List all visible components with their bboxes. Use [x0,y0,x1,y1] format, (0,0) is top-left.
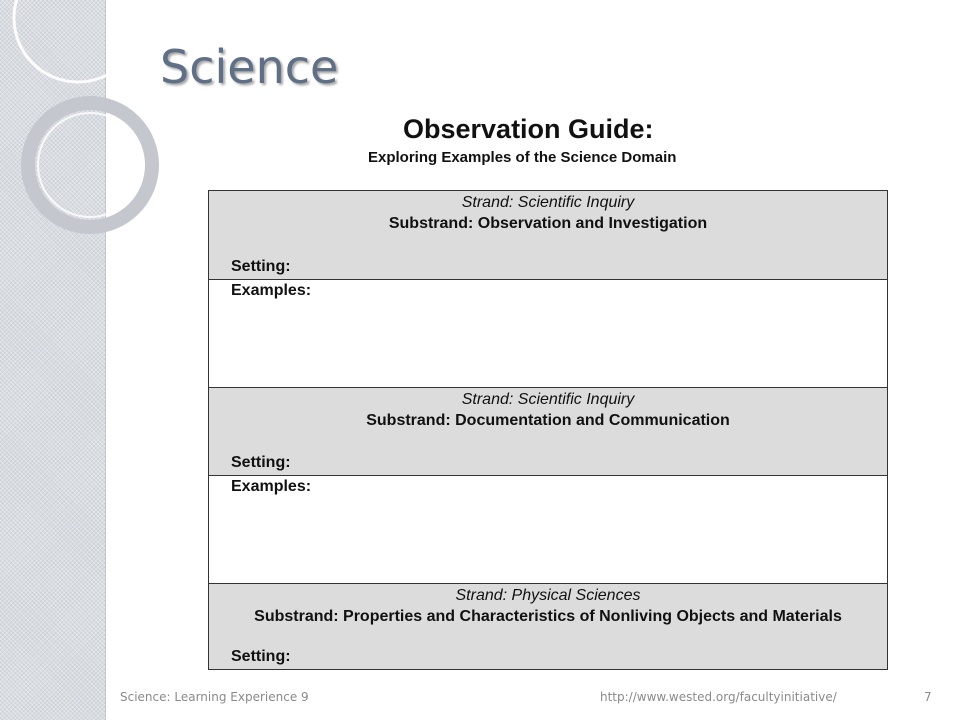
strand-header-row [209,584,887,669]
substrand-label: Substrand: Properties and Characteristics of Nonliving Objects and Materials [254,608,842,625]
footer-course-label: Science: Learning Experience 9 [120,690,309,704]
strand-label: Strand: Scientific Inquiry [461,391,635,408]
observation-guide-table [208,190,888,670]
guide-subtitle: Exploring Examples of the Science Domain [368,149,677,166]
substrand-label: Substrand: Observation and Investigation [388,215,708,232]
setting-label: Setting: [231,258,291,275]
strand-header-row [209,388,887,476]
decorative-rings [0,0,200,260]
setting-label: Setting: [231,648,291,665]
examples-label: Examples: [231,282,312,299]
substrand-label: Substrand: Documentation and Communication [366,412,730,429]
strand-label: Strand: Scientific Inquiry [461,194,635,211]
footer-url: http://www.wested.org/facultyinitiative/ [600,690,837,704]
setting-label: Setting: [231,454,291,471]
examples-label: Examples: [231,478,312,495]
guide-title: Observation Guide: [403,114,654,144]
slide-title: Science [160,40,339,94]
page-number: 7 [924,690,932,704]
strand-label: Strand: Physical Sciences [455,587,641,604]
examples-row [209,476,887,584]
strand-header-row [209,191,887,280]
examples-row [209,280,887,388]
